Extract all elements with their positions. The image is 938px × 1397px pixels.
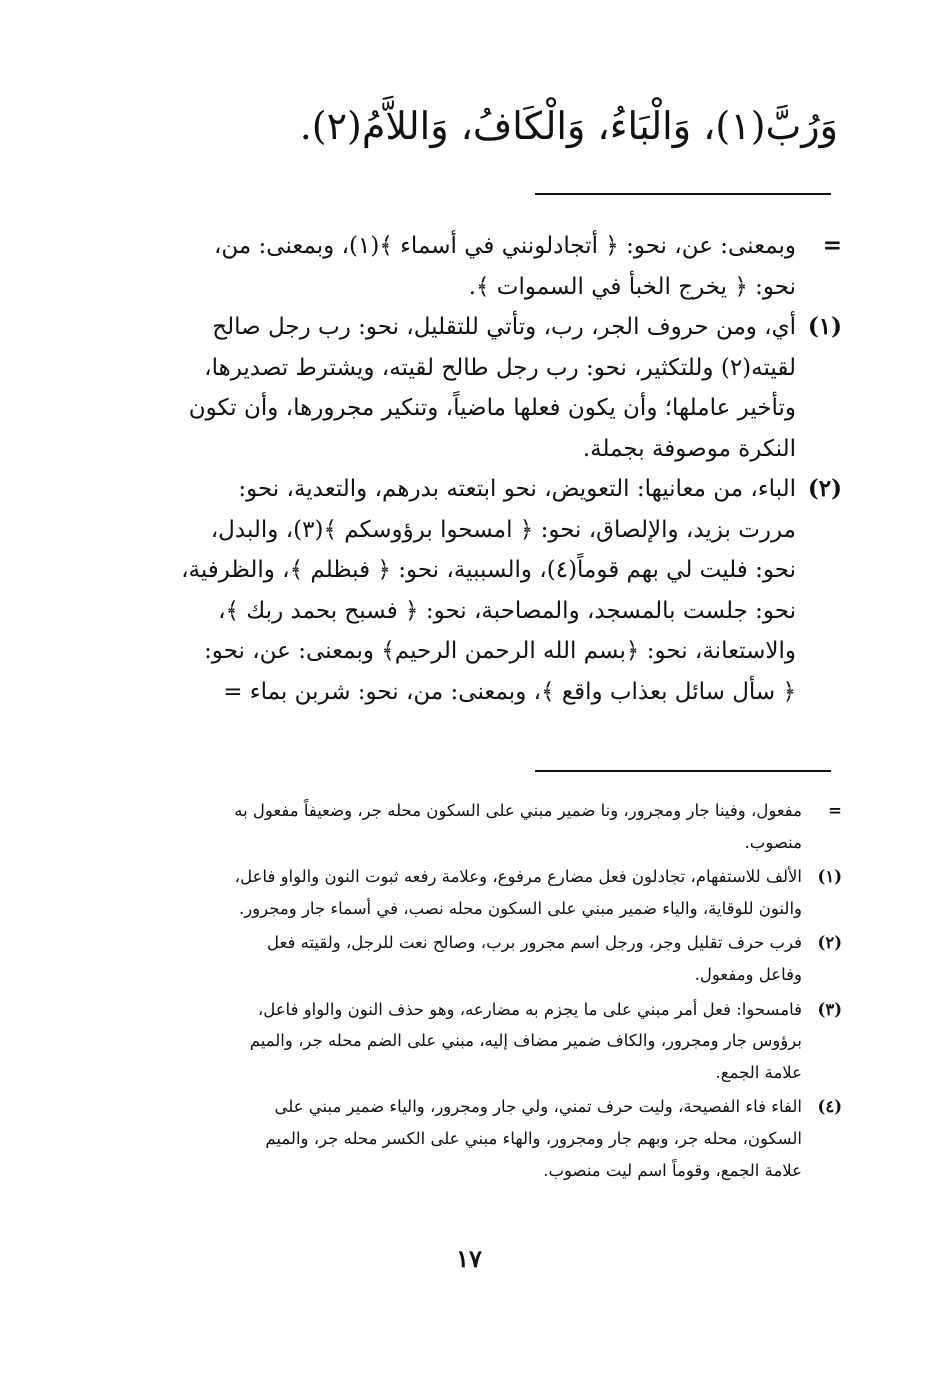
note-line: نحو: فليت لي بهم قوماً(٤)، والسببية، نحو: ﴿ فبظلم ﴾، والظرفية،	[181, 557, 796, 583]
footnote-continuation	[142, 795, 842, 858]
footnote-line: وفاعل ومفعول.	[694, 964, 802, 984]
footnote-line: علامة الجمع.	[715, 1062, 802, 1082]
note-body	[142, 469, 796, 712]
footnote-line: الألف للاستفهام، تجادلون فعل مضارع مرفوع، وعلامة رفعه ثبوت النون والواو فاعل،	[234, 867, 802, 887]
note-line: مررت بزيد، والإلصاق، نحو: ﴿ امسحوا برؤوسكم ﴾(٣)، والبدل،	[210, 516, 796, 543]
note-marker: =	[822, 232, 842, 259]
footnote-marker: (٢)	[817, 933, 842, 953]
note-line: وبمعنى: عن، نحو: ﴿ أتجادلونني في أسماء ﴾(١)، وبمعنى: من،	[213, 233, 796, 259]
note-line: ﴿ سأل سائل بعذاب واقع ﴾، وبمعنى: من، نحو: شربن بماء =	[223, 678, 796, 705]
footnote-line: السكون، محله جر، وبهم جار ومجرور، والهاء مبني على الكسر محله جر، والميم	[265, 1128, 802, 1148]
note-body	[142, 226, 796, 307]
note-2	[142, 469, 842, 712]
note-line: لقيته(٢) وللتكثير، نحو: رب رجل طالح لقيته، ويشترط تصديرها،	[204, 354, 796, 381]
footnote-marker: =	[828, 801, 842, 820]
footnote-3	[142, 994, 842, 1089]
footnote-marker: (١)	[817, 867, 842, 887]
note-line: والاستعانة، نحو: ﴿بسم الله الرحمن الرحيم﴾ وبمعنى: عن، نحو:	[204, 638, 796, 664]
footnotes	[142, 795, 842, 1189]
footnote-line: برؤوس جار ومجرور، والكاف ضمير مضاف إليه، مبني على الضم محله جر، والميم	[249, 1031, 802, 1051]
footnote-4	[142, 1091, 842, 1186]
footnote-line: علامة الجمع، وقوماً اسم ليت منصوب.	[543, 1160, 802, 1180]
note-line: النكرة موصوفة بجملة.	[582, 435, 796, 462]
footnote-marker: (٤)	[817, 1097, 842, 1117]
note-marker: (١)	[807, 313, 842, 340]
footnote-line: الفاء فاء الفصيحة، وليت حرف تمني، ولي جار ومجرور، والياء ضمير مبني على	[274, 1097, 802, 1117]
note-marker: (٢)	[807, 475, 842, 502]
footnote-line: منصوب.	[744, 832, 802, 852]
separator-rule	[535, 193, 831, 195]
note-line: أي، ومن حروف الجر، رب، وتأتي للتقليل، نحو: رب رجل صالح	[212, 314, 796, 340]
footnote-line: مفعول، وفينا جار ومجرور، ونا ضمير مبني على السكون محله جر، وضعيفاً مفعول به	[234, 801, 802, 820]
footnote-body	[142, 1091, 802, 1186]
note-line: نحو: ﴿ يخرج الخبأ في السموات ﴾.	[468, 273, 796, 300]
footnote-body	[142, 927, 802, 990]
commentary-notes	[142, 226, 842, 712]
main-text: وَرُبَّ(١)، وَالْبَاءُ، وَالْكَافُ، وَاللاَّمُ(٢).	[299, 104, 838, 148]
footnote-body	[142, 994, 802, 1089]
page-number: ١٧	[456, 1244, 482, 1273]
footnote-body	[142, 861, 802, 924]
note-continuation	[142, 226, 842, 307]
note-line: نحو: جلست بالمسجد، والمصاحبة، نحو: ﴿ فسبح بحمد ربك ﴾،	[218, 597, 796, 624]
footnote-marker: (٣)	[817, 999, 842, 1019]
footnote-body	[142, 795, 802, 858]
footnote-2	[142, 927, 842, 990]
separator-rule	[535, 770, 831, 772]
footnote-line: فامسحوا: فعل أمر مبني على ما يجزم به مضارعه، وهو حذف النون والواو فاعل،	[257, 999, 802, 1019]
footnote-line: فرب حرف تقليل وجر، ورجل اسم مجرور برب، وصالح نعت للرجل، ولقيته فعل	[267, 933, 802, 953]
footnote-1	[142, 861, 842, 924]
note-body	[142, 307, 796, 469]
footnote-line: والنون للوقاية، والياء ضمير مبني على السكون محله نصب، في أسماء جار ومجرور.	[238, 898, 802, 918]
note-line: وتأخير عاملها؛ وأن يكون فعلها ماضياً، وتنكير مجرورها، وأن تكون	[188, 395, 796, 421]
note-line: الباء، من معانيها: التعويض، نحو ابتعته بدرهم، والتعدية، نحو:	[238, 476, 796, 502]
note-1	[142, 307, 842, 469]
